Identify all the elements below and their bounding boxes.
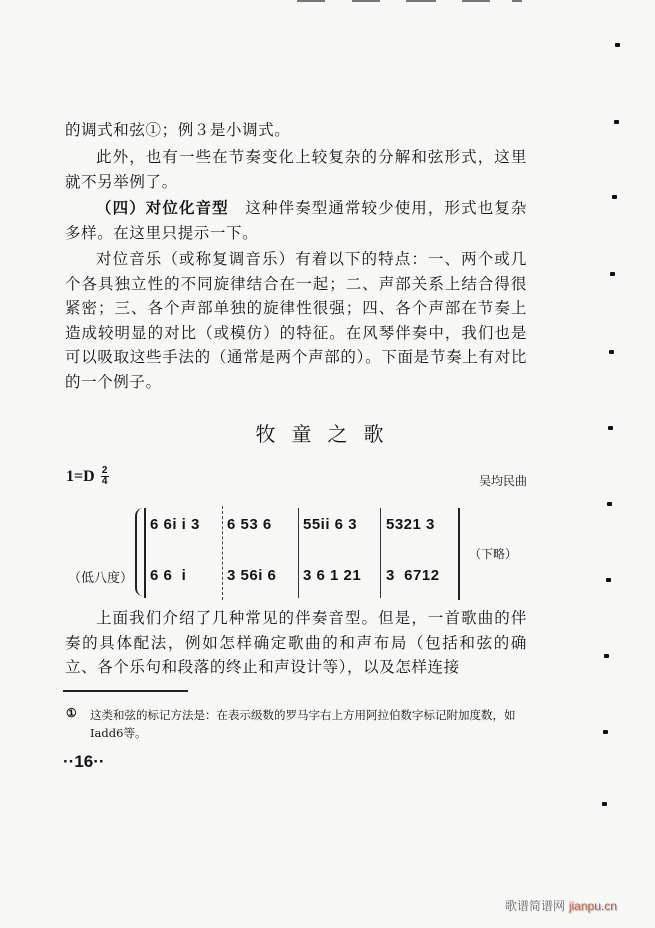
binding-hole-mark xyxy=(610,272,615,276)
paragraph-contrapuntal-pattern xyxy=(65,196,527,245)
song-title: 牧童之歌 xyxy=(255,422,400,446)
binding-hole-mark xyxy=(614,120,619,124)
low-octave-label: （低八度） xyxy=(68,571,134,586)
time-signature xyxy=(101,466,109,487)
binding-hole-mark xyxy=(607,502,612,506)
binding-hole-mark xyxy=(604,654,609,658)
paragraph-decomposed-chords: 此外，也有一些在节奏变化上较复杂的分解和弦形式，这里就不另举例了。 xyxy=(65,148,527,191)
upper-voice-measure-4: 5321 3 xyxy=(386,516,435,533)
footnote-text: 这类和弦的标记方法是：在表示级数的罗马字右上方用阿拉伯数字标记附加度数，如Ⅰadd6等。 xyxy=(90,708,516,740)
binding-hole-mark xyxy=(609,350,614,354)
footnote-marker: ① xyxy=(66,706,77,720)
barline xyxy=(298,508,299,598)
time-numerator: 2 xyxy=(101,465,108,476)
binding-hole-mark xyxy=(603,730,608,734)
binding-hole-mark xyxy=(606,578,611,582)
binding-hole-mark xyxy=(612,195,617,199)
paragraph-counterpoint-features: 对位音乐（或称复调音乐）有着以下的特点：一、两个或几个各具独立性的不同旋律结合在一起；二、声部关系上结合得很紧密；三、各个声部单独的旋律性很强；四、各个声部在节奏上造成较明显的对比（或模仿）的特征。在风琴伴奏中，我们也是可以吸取这些手法的（通常是两个声部的）。下面是节奏上有对比的一个例子。 xyxy=(65,250,527,391)
binding-hole-mark xyxy=(615,43,620,47)
paragraph-continuation: 的调式和弦①；例３是小调式。 xyxy=(65,121,291,139)
end-barline xyxy=(458,508,460,600)
section-heading: （四）对位化音型 xyxy=(96,198,229,217)
lower-voice-measure-3: 3 6 1 21 xyxy=(303,567,362,584)
top-edge-mark xyxy=(297,0,325,2)
watermark-site-name: 歌谱简谱网 xyxy=(505,899,566,913)
lower-voice-measure-2: 3 56i 6 xyxy=(227,567,277,584)
composer-credit: 吴均民曲 xyxy=(478,474,527,488)
section-body: 这种伴奏型通常较少使用，形式也复杂多样。在这里只提示一下。 xyxy=(65,199,527,242)
paragraph-accompaniment-summary: 上面我们介绍了几种常见的伴奏音型。但是，一首歌曲的伴奏的具体配法，例如怎样确定歌曲的和声布局（包括和弦的确立、各个乐句和段落的终止和声设计等），以及怎样连接 xyxy=(65,609,527,676)
top-edge-mark xyxy=(352,0,380,2)
time-denominator: 4 xyxy=(101,476,108,487)
top-edge-mark xyxy=(406,0,436,2)
watermark-url: jianpu.cn xyxy=(568,899,617,913)
watermark xyxy=(505,897,617,914)
upper-voice-measure-2: 6 53 6 xyxy=(227,516,272,533)
footnote-rule xyxy=(63,690,188,692)
key-signature xyxy=(66,466,109,487)
barline xyxy=(222,506,224,600)
barline xyxy=(380,508,381,598)
page-number: ··16·· xyxy=(63,752,105,771)
system-start-bar xyxy=(144,508,146,598)
upper-voice-measure-1: 6 6i i 3 xyxy=(150,516,200,533)
omitted-note: （下略） xyxy=(469,547,518,561)
upper-voice-measure-3: 55ii 6 3 xyxy=(303,516,358,533)
lower-voice-measure-1: 6 6 i xyxy=(150,567,187,584)
top-edge-mark xyxy=(512,0,522,2)
top-edge-mark xyxy=(462,0,490,2)
lower-voice-measure-4: 3 6712 xyxy=(386,567,440,584)
key-label: 1=D xyxy=(66,467,95,485)
binding-hole-mark xyxy=(602,802,607,806)
